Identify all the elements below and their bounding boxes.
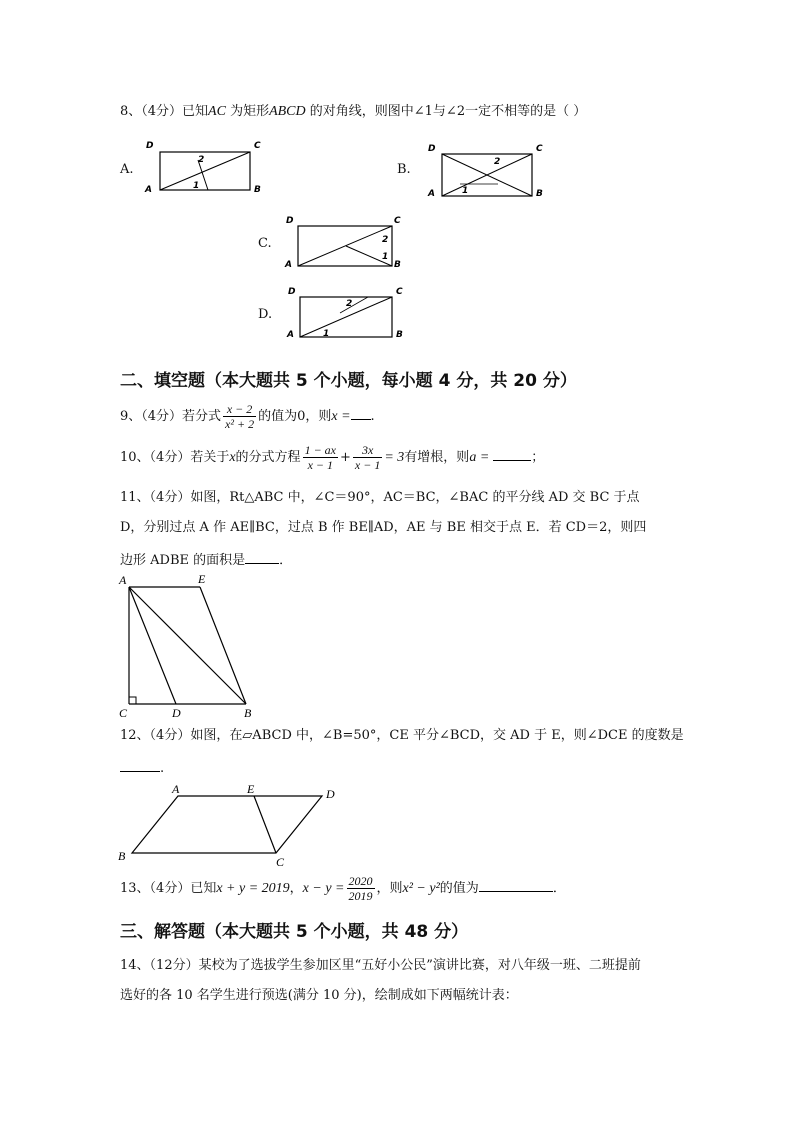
vertex-a: A bbox=[145, 185, 152, 195]
point-b: B bbox=[244, 706, 252, 720]
point-b: B bbox=[118, 849, 126, 863]
point-a: A bbox=[119, 573, 127, 587]
angle-2: 2 bbox=[346, 299, 353, 309]
point-c: C bbox=[119, 706, 128, 720]
q9-text: 9、（4分）若分式 $\frac{x - 2}{\text{x² + 2}}$ 的值为0，则x = . bbox=[120, 402, 375, 431]
vertex-b: B bbox=[536, 189, 543, 199]
vertex-b: B bbox=[394, 260, 401, 270]
q10-fraction-1: $\frac{1 - ax}{x - 1}$ bbox=[304, 443, 336, 472]
angle-1: 1 bbox=[193, 181, 200, 191]
segment-ab bbox=[129, 587, 246, 704]
q14-line-1: 14、（12分）某校为了选拔学生参加区里“五好小公民”演讲比赛，对八年级一班、二班提前 bbox=[120, 958, 641, 973]
right-angle-mark bbox=[129, 697, 136, 704]
vertex-b: B bbox=[254, 185, 261, 195]
angle-2: 2 bbox=[198, 155, 205, 165]
angle-1: 1 bbox=[462, 186, 469, 196]
section-3-title: 三、解答题（本大题共 5 个小题，共 48 分） bbox=[120, 922, 469, 942]
vertex-b: B bbox=[396, 330, 403, 340]
point-d: D bbox=[172, 706, 181, 720]
vertex-a: A bbox=[287, 330, 294, 340]
segment-ad bbox=[129, 587, 176, 704]
q11-line-1: 11、（4分）如图，Rt△ABC 中，∠C＝90°，AC＝BC，∠BAC 的平分线 AD 交 BC 于点 bbox=[120, 490, 640, 505]
q12-line-2: . bbox=[120, 757, 164, 779]
diagonal-ac bbox=[160, 152, 250, 190]
vertex-d: D bbox=[288, 287, 296, 297]
option-b-figure bbox=[420, 140, 550, 200]
q14-line-2: 选好的各 10 名学生进行预选(满分 10 分)，绘制成如下两幅统计表： bbox=[120, 988, 518, 1003]
vertex-c: C bbox=[254, 141, 261, 151]
point-a: A bbox=[172, 782, 180, 796]
q12-figure bbox=[112, 780, 352, 870]
point-c: C bbox=[276, 855, 285, 869]
answer-blank[interactable] bbox=[351, 405, 371, 420]
parallelogram-abcd bbox=[132, 796, 322, 853]
q9-fraction: $\frac{x - 2}{\text{x² + 2}}$ bbox=[225, 402, 255, 431]
vertex-c: C bbox=[536, 144, 543, 154]
option-c-figure bbox=[280, 212, 410, 274]
q11-figure bbox=[112, 570, 262, 720]
vertex-d: D bbox=[286, 216, 294, 226]
angle-1: 1 bbox=[382, 252, 389, 262]
angle-1: 1 bbox=[323, 329, 330, 339]
answer-blank[interactable] bbox=[245, 549, 279, 564]
vertex-d: D bbox=[428, 144, 436, 154]
vertex-a: A bbox=[428, 189, 435, 199]
option-c-label[interactable]: C. bbox=[258, 236, 272, 251]
angle-2: 2 bbox=[494, 157, 501, 167]
option-a-label[interactable]: A. bbox=[120, 162, 134, 177]
q13-text: 13、（4分）已知x + y = 2019，x − y = $\frac{2020}{2019}$ ，则x² − y²的值为 ． bbox=[120, 874, 566, 903]
vertex-c: C bbox=[396, 287, 403, 297]
option-d-label[interactable]: D. bbox=[258, 307, 273, 322]
vertex-d: D bbox=[146, 141, 154, 151]
q10-text: 10、（4分）若关于x的分式方程 $\frac{1 - ax}{x - 1}$ + $\frac{3x}{x - 1}$ = 3有增根，则a = ； bbox=[120, 443, 545, 472]
answer-blank[interactable] bbox=[479, 877, 553, 892]
section-2-title: 二、填空题（本大题共 5 个小题，每小题 4 分，共 20 分） bbox=[120, 371, 577, 391]
q11-line-2: D，分别过点 A 作 AE∥BC，过点 B 作 BE∥AD，AE 与 BE 相交于点 E．若 CD＝2，则四 bbox=[120, 520, 647, 535]
segment-eb bbox=[200, 587, 246, 704]
answer-blank[interactable] bbox=[120, 757, 160, 772]
point-e: E bbox=[198, 572, 206, 586]
q12-line-1: 12、（4分）如图，在▱ABCD 中，∠B=50°，CE 平分∠BCD，交 AD 于 E，则∠DCE 的度数是 bbox=[120, 728, 684, 743]
vertex-c: C bbox=[394, 216, 401, 226]
option-a-figure bbox=[140, 138, 270, 198]
point-e: E bbox=[247, 782, 255, 796]
segment bbox=[340, 297, 368, 313]
q8-text: 8、（4分）已知AC 为矩形ABCD 的对角线，则图中∠1与∠2一定不相等的是（ ） bbox=[120, 104, 587, 119]
segment-ce bbox=[254, 796, 276, 853]
q11-line-3: 边形 ADBE 的面积是 ． bbox=[120, 549, 292, 571]
option-d-figure bbox=[280, 285, 410, 345]
q13-fraction: $\frac{2020}{2019}$ bbox=[348, 874, 373, 903]
option-b-label[interactable]: B. bbox=[397, 162, 411, 177]
q10-fraction-2: $\frac{3x}{x - 1}$ bbox=[354, 443, 381, 472]
answer-blank[interactable] bbox=[493, 446, 531, 461]
angle-2: 2 bbox=[382, 235, 389, 245]
vertex-a: A bbox=[285, 260, 292, 270]
point-d: D bbox=[326, 787, 335, 801]
